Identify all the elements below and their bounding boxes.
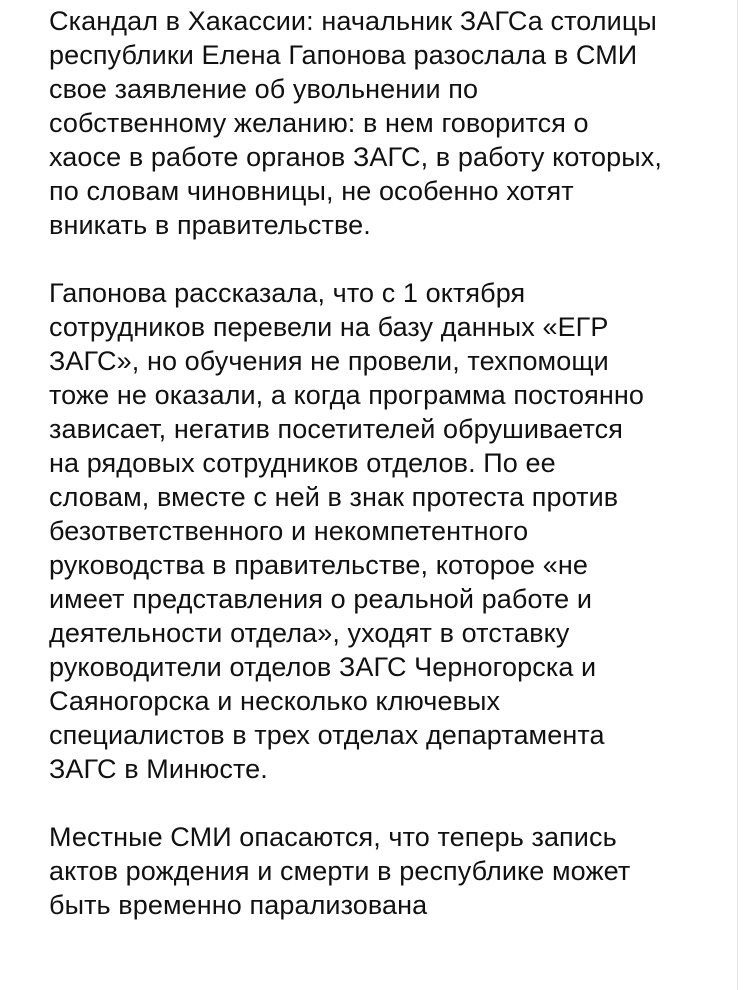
paragraph-spacer <box>49 242 738 276</box>
text-line: руководители отделов ЗАГС Черногорска и <box>49 652 597 682</box>
text-line: Саяногорска и несколько ключевых <box>49 686 501 716</box>
paragraph-2 <box>49 276 738 786</box>
paragraph-3 <box>49 820 738 922</box>
text-line: безответственного и некомпетентного <box>49 516 529 546</box>
text-line: быть временно парализована <box>49 890 428 920</box>
text-line: собственному желанию: в нем говорится о <box>49 108 589 138</box>
text-line: ЗАГС», но обучения не провели, техпомощи <box>49 346 609 376</box>
text-line: по словам чиновницы, не особенно хотят <box>49 176 574 206</box>
paragraph-1 <box>49 4 738 242</box>
text-line: на рядовых сотрудников отделов. По ее <box>49 448 556 478</box>
text-line: ЗАГС в Минюсте. <box>49 754 268 784</box>
text-line: сотрудников перевели на базу данных «ЕГР <box>49 312 609 342</box>
text-line: деятельности отдела», уходят в отставку <box>49 618 570 648</box>
text-line: руководства в правительстве, которое «не <box>49 550 588 580</box>
text-line: словам, вместе с ней в знак протеста против <box>49 482 619 512</box>
text-line: Местные СМИ опасаются, что теперь запись <box>49 822 617 852</box>
text-line: вникать в правительстве. <box>49 210 371 240</box>
text-line: зависает, негатив посетителей обрушивается <box>49 414 623 444</box>
scrollbar-track[interactable] <box>737 0 750 990</box>
text-line: тоже не оказали, а когда программа постоянно <box>49 380 644 410</box>
text-line: актов рождения и смерти в республике может <box>49 856 631 886</box>
text-line: хаосе в работе органов ЗАГС, в работу которых, <box>49 142 662 172</box>
text-line: Гапонова рассказала, что с 1 октября <box>49 278 526 308</box>
text-line: республики Елена Гапонова разослала в СМИ <box>49 40 638 70</box>
text-line: имеет представления о реальной работе и <box>49 584 593 614</box>
paragraph-spacer <box>49 786 738 820</box>
text-line: свое заявление об увольнении по <box>49 74 479 104</box>
text-line: специалистов в трех отделах департамента <box>49 720 605 750</box>
text-line: Скандал в Хакассии: начальник ЗАГСа столицы <box>49 6 657 36</box>
